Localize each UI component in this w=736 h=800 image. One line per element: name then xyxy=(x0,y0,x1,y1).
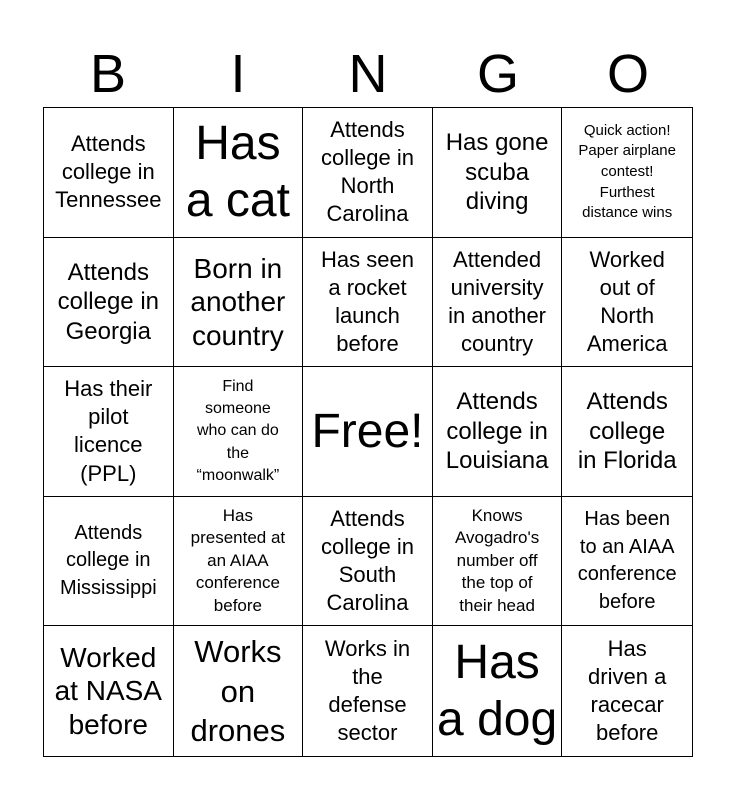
bingo-cell[interactable]: Has presented at an AIAA conference before xyxy=(174,497,304,627)
bingo-cell[interactable]: Has their pilot licence (PPL) xyxy=(44,367,174,497)
bingo-cell[interactable]: Knows Avogadro's number off the top of their head xyxy=(433,497,563,627)
bingo-cell[interactable]: Quick action! Paper airplane contest! Furthest distance wins xyxy=(562,108,692,238)
bingo-header xyxy=(43,40,693,108)
header-letter-i: I xyxy=(230,44,246,104)
bingo-cell[interactable]: Has been to an AIAA conference before xyxy=(562,497,692,627)
bingo-cell[interactable]: Attended university in another country xyxy=(433,238,563,368)
bingo-cell[interactable]: Find someone who can do the “moonwalk” xyxy=(174,367,304,497)
header-letter-n: N xyxy=(348,44,388,104)
bingo-cell[interactable]: Worked at NASA before xyxy=(44,626,174,756)
header-letter-o: O xyxy=(606,44,649,104)
bingo-cell[interactable]: Has a dog xyxy=(433,626,563,756)
bingo-board xyxy=(43,107,693,757)
bingo-cell[interactable]: Has a cat xyxy=(174,108,304,238)
bingo-cell[interactable]: Attends college in Florida xyxy=(562,367,692,497)
bingo-cell[interactable]: Attends college in Tennessee xyxy=(44,108,174,238)
bingo-cell[interactable]: Has driven a racecar before xyxy=(588,635,667,746)
bingo-cell[interactable]: Has seen a rocket launch before xyxy=(303,238,433,368)
bingo-cell[interactable]: Attends college in Georgia xyxy=(44,238,174,368)
bingo-cell-free[interactable]: Free! xyxy=(303,367,433,497)
bingo-cell[interactable]: Has gone scuba diving xyxy=(433,108,563,238)
bingo-cell[interactable]: Works on drones xyxy=(174,626,304,756)
bingo-cell[interactable]: Born in another country xyxy=(174,238,304,368)
bingo-cell[interactable]: Attends college in Mississippi xyxy=(44,497,174,627)
header-letter-g: G xyxy=(476,44,519,104)
bingo-cell[interactable]: Attends college in Louisiana xyxy=(433,367,563,497)
header-letter-b: B xyxy=(89,44,127,104)
bingo-cell[interactable]: Attends college in South Carolina xyxy=(303,497,433,627)
bingo-cell[interactable]: Attends college in North Carolina xyxy=(303,108,433,238)
bingo-cell[interactable]: Worked out of North America xyxy=(562,238,692,368)
bingo-cell[interactable]: Works in the defense sector xyxy=(303,626,433,756)
